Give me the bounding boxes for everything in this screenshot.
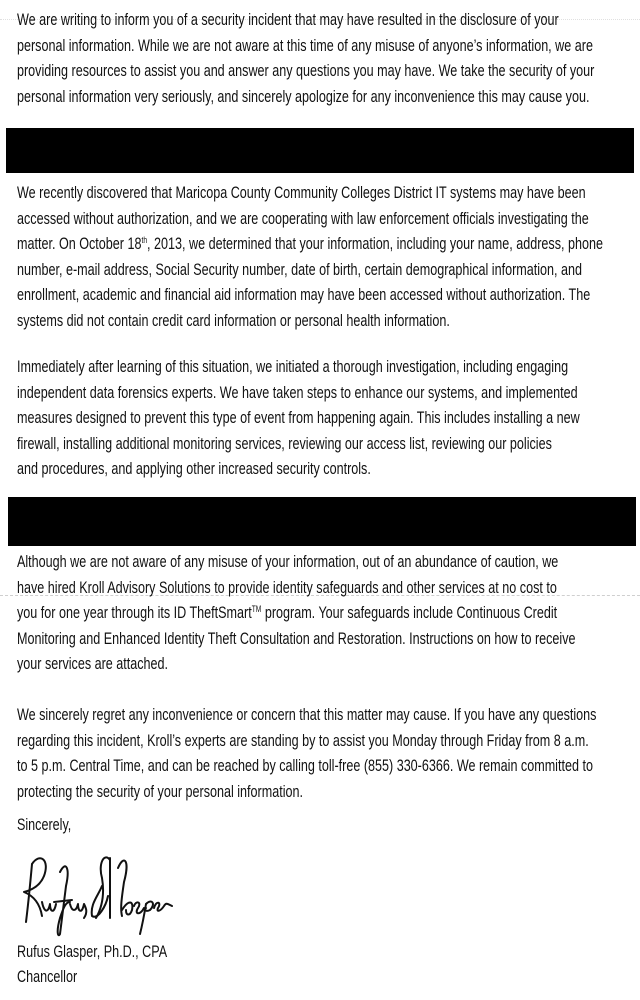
text-line: to 5 p.m. Central Time, and can be reached by calling toll-free (855) 330-6366. We remain committed to <box>17 756 593 775</box>
signer-name: Rufus Glasper, Ph.D., CPA <box>17 942 168 961</box>
redaction-bar <box>8 497 636 546</box>
signature <box>14 846 174 938</box>
signer-title: Chancellor <box>17 967 78 986</box>
text-line: you for one year through its ID TheftSmart™ program. Your safeguards include Continuous Credit <box>17 603 558 622</box>
closing-salutation: Sincerely, <box>17 815 72 834</box>
text-line: regarding this incident, Kroll’s experts are standing by to assist you Monday through Friday from 8 a.m. <box>17 730 589 750</box>
paragraph-what-we-did <box>17 354 629 482</box>
text-line: and procedures, and applying other increased security controls. <box>17 459 371 478</box>
text-line: systems did not contain credit card information or personal health information. <box>17 310 450 330</box>
text-line: accessed without authorization, and we are cooperating with law enforcement officials investigating the <box>17 208 589 228</box>
text-line: Although we are not aware of any misuse of your information, out of an abundance of caution, we <box>17 552 559 571</box>
text-line: enrollment, academic and financial aid information may have been accessed without authorization. The <box>17 285 591 304</box>
text-line: protecting the security of your personal information. <box>17 781 303 801</box>
text-line: We are writing to inform you of a security incident that may have resulted in the disclosure of your <box>17 10 559 29</box>
text-line: firewall, installing additional monitoring services, reviewing our access list, reviewing our policies <box>17 433 552 453</box>
superscript: th <box>141 235 148 245</box>
paragraph-services <box>17 549 629 677</box>
paragraph-what-happened <box>17 180 629 333</box>
paragraph-contact <box>17 702 629 804</box>
redaction-bar <box>6 128 634 173</box>
text-line: matter. On October 18th, 2013, we determined that your information, including your name, address, phone <box>17 234 603 253</box>
superscript: TM <box>251 604 262 614</box>
text-line: providing resources to assist you and answer any questions you may have. We take the security of your <box>17 61 595 80</box>
text-line: personal information. While we are not aware at this time of any misuse of anyone’s information, we are <box>17 35 593 55</box>
text-line: We recently discovered that Maricopa County Community Colleges District IT systems may have been <box>17 183 586 202</box>
text-line: have hired Kroll Advisory Solutions to provide identity safeguards and other services at no cost to <box>17 577 557 597</box>
text-line: Immediately after learning of this situation, we initiated a thorough investigation, including engaging <box>17 357 569 376</box>
paragraph-intro <box>17 7 629 109</box>
text-line: your services are attached. <box>17 654 169 673</box>
text-line: Monitoring and Enhanced Identity Theft Consultation and Restoration. Instructions on how to receive <box>17 628 576 648</box>
text-line: number, e-mail address, Social Security number, date of birth, certain demographical information, and <box>17 259 583 279</box>
text-line: measures designed to prevent this type of event from happening again. This includes installing a new <box>17 408 580 427</box>
text-line: personal information very seriously, and sincerely apologize for any inconvenience this may cause you. <box>17 86 590 106</box>
text-line: independent data forensics experts. We have taken steps to enhance our systems, and implemented <box>17 382 578 402</box>
text-line: We sincerely regret any inconvenience or concern that this matter may cause. If you have any questions <box>17 705 597 724</box>
